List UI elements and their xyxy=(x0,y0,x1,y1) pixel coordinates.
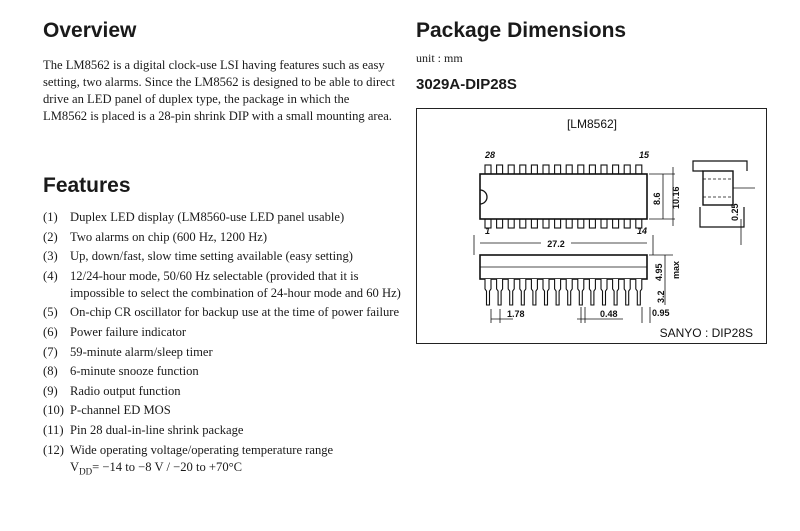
feature-item xyxy=(43,209,403,226)
feature-number: (4) xyxy=(43,268,58,283)
dim-height-max-note: max xyxy=(671,260,681,279)
package-dimensions-heading: Package Dimensions xyxy=(416,19,627,42)
top-pin xyxy=(613,165,619,174)
pin-14-label: 14 xyxy=(637,226,648,236)
feature-text: Two alarms on chip (600 Hz, 1200 Hz) xyxy=(70,229,268,244)
chip-body-top-view xyxy=(480,174,647,219)
feature-item xyxy=(43,304,403,321)
bottom-pin xyxy=(589,219,595,228)
side-pin xyxy=(636,279,642,305)
vdd-symbol: V xyxy=(70,459,80,474)
feature-text-block xyxy=(70,442,403,481)
feature-text-block xyxy=(70,304,403,321)
feature-number: (6) xyxy=(43,324,58,339)
feature-text-block xyxy=(70,324,403,341)
feature-item xyxy=(43,324,403,341)
feature-item xyxy=(43,402,403,419)
feature-text: On-chip CR oscillator for backup use at the time of power failure xyxy=(70,305,400,320)
side-pin xyxy=(508,279,514,305)
feature-text: 6-minute snooze function xyxy=(70,364,199,379)
side-view-pins xyxy=(485,279,642,305)
side-pin xyxy=(578,279,584,305)
feature-text-block xyxy=(70,344,403,361)
feature-item xyxy=(43,422,403,439)
feature-number: (7) xyxy=(43,344,58,359)
feature-item xyxy=(43,268,403,302)
feature-text-block xyxy=(70,209,403,226)
top-pin xyxy=(485,165,491,174)
side-pin xyxy=(566,279,572,305)
dim-lead-width: 0.48 xyxy=(600,309,618,319)
bottom-pin xyxy=(578,219,584,228)
feature-number: (5) xyxy=(43,305,58,320)
feature-text-block xyxy=(70,422,403,439)
part-label: [LM8562] xyxy=(566,117,618,131)
feature-text: Power failure indicator xyxy=(70,324,187,339)
dim-height-max: 4.95 xyxy=(654,263,664,281)
feature-item xyxy=(43,363,403,380)
top-pin xyxy=(508,165,514,174)
dim-width-inner: 10.16 xyxy=(671,186,681,209)
bottom-pin xyxy=(613,219,619,228)
top-pin xyxy=(589,165,595,174)
feature-number: (2) xyxy=(43,229,58,244)
dim-pitch: 1.78 xyxy=(507,309,525,319)
top-pin xyxy=(636,165,642,174)
dim-length: 27.2 xyxy=(547,239,565,249)
bottom-pin xyxy=(555,219,561,228)
feature-text-block xyxy=(70,229,403,246)
feature-item xyxy=(43,383,403,400)
pin-28-label: 28 xyxy=(485,150,496,160)
vdd-value: = −14 to −8 V / −20 to +70°C xyxy=(92,459,243,474)
top-pin xyxy=(555,165,561,174)
bottom-pin xyxy=(508,219,514,228)
feature-number: (12) xyxy=(43,442,64,457)
side-pin xyxy=(543,279,549,305)
dim-lead-thickness: 0.25 xyxy=(730,203,740,221)
dim-seat-height: 3.2 xyxy=(656,290,666,303)
side-pin xyxy=(531,279,537,305)
dim-standoff: 0.95 xyxy=(652,308,670,318)
feature-item xyxy=(43,229,403,246)
feature-text: Up, down/fast, slow time setting available (easy setting) xyxy=(70,249,353,264)
side-pin xyxy=(601,279,607,305)
feature-text-block xyxy=(70,363,403,380)
side-pin xyxy=(613,279,619,305)
feature-item xyxy=(43,344,403,361)
maker-label: SANYO : DIP28S xyxy=(659,326,753,340)
feature-number: (10) xyxy=(43,403,64,418)
feature-number: (11) xyxy=(43,422,64,437)
vdd-range xyxy=(70,459,403,481)
side-pin xyxy=(520,279,526,305)
feature-number: (8) xyxy=(43,364,58,379)
feature-text: 59-minute alarm/sleep timer xyxy=(70,344,213,359)
package-drawing-svg xyxy=(417,109,768,345)
side-pin xyxy=(589,279,595,305)
side-pin xyxy=(624,279,630,305)
vdd-subscript: DD xyxy=(79,466,93,477)
feature-text: Duplex LED display (LM8560-use LED panel usable) xyxy=(70,210,345,224)
side-pin xyxy=(497,279,503,305)
overview-heading: Overview xyxy=(43,19,137,42)
top-pin xyxy=(497,165,503,174)
chip-end-view xyxy=(703,171,733,205)
feature-text: Wide operating voltage/operating temperature range xyxy=(70,442,334,457)
top-pin xyxy=(578,165,584,174)
feature-text: P-channel ED MOS xyxy=(70,403,171,418)
feature-text-block xyxy=(70,268,403,302)
top-pin xyxy=(543,165,549,174)
feature-number: (9) xyxy=(43,383,58,398)
unit-label: unit : mm xyxy=(416,51,463,65)
package-code: 3029A-DIP28S xyxy=(416,76,517,93)
pin-15-label: 15 xyxy=(639,150,650,160)
feature-text-block xyxy=(70,248,403,265)
top-pin xyxy=(531,165,537,174)
bottom-pin xyxy=(601,219,607,228)
feature-item xyxy=(43,248,403,265)
top-pin xyxy=(624,165,630,174)
feature-number: (1) xyxy=(43,210,58,224)
features-heading: Features xyxy=(43,174,131,197)
top-pin xyxy=(566,165,572,174)
feature-number: (3) xyxy=(43,249,58,264)
feature-item xyxy=(43,442,403,481)
feature-text: Pin 28 dual-in-line shrink package xyxy=(70,422,244,437)
bottom-pin xyxy=(520,219,526,228)
bottom-pin xyxy=(624,219,630,228)
dim-width-outer: 8.6 xyxy=(652,192,662,205)
top-pin xyxy=(601,165,607,174)
top-pin xyxy=(520,165,526,174)
bottom-pin xyxy=(543,219,549,228)
bottom-pin xyxy=(531,219,537,228)
package-drawing xyxy=(416,108,767,344)
overview-paragraph: The LM8562 is a digital clock-use LSI having features such as easy setting, two alarms. Since the LM8562 is designed to be able to direct drive an LED panel of duplex type, the package in which the LM8562 is placed is a 28-pin shrink DIP with a small mounting area. xyxy=(43,58,395,123)
bottom-pin xyxy=(497,219,503,228)
bottom-pin xyxy=(566,219,572,228)
side-pin xyxy=(485,279,491,305)
side-pin xyxy=(555,279,561,305)
feature-text-block xyxy=(70,402,403,419)
feature-text: Radio output function xyxy=(70,383,181,398)
feature-text: 12/24-hour mode, 50/60 Hz selectable (provided that it is impossible to select the combination of 24-hour mode and 60 Hz) xyxy=(70,268,401,300)
pin-1-label: 1 xyxy=(485,226,491,236)
features-list xyxy=(43,209,403,483)
feature-text-block xyxy=(70,383,403,400)
